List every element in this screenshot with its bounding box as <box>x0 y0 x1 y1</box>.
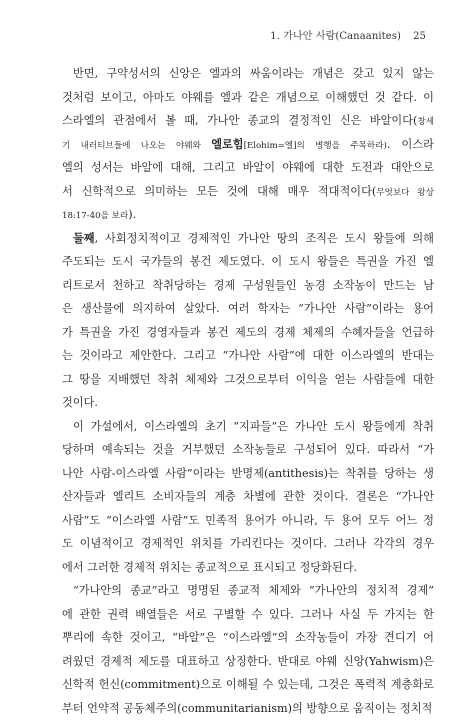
text-line <box>62 438 434 462</box>
citation-note: 창세 <box>417 117 434 127</box>
text-run: 에서 그러한 경제적 위치는 종교적으로 표시되고 정당화된다. <box>62 561 357 574</box>
text-run: 나안 사람-이스라엘 사람”이라는 반명제(antithesis)는 착취를 당하는 생 <box>62 467 434 480</box>
text-line <box>62 650 434 674</box>
text-run: 반면, 구약성서의 신앙은 엘과의 싸움이라는 개념은 갖고 있지 않는 <box>73 67 434 80</box>
emphasis-text: 둘째 <box>73 231 95 245</box>
text-line <box>62 462 434 486</box>
text-run: 스라엘의 관점에서 볼 때, 가나안 종교의 결정적인 신은 바알이다( <box>62 114 417 127</box>
text-line <box>62 297 434 321</box>
body-text <box>62 62 434 720</box>
text-run: 그 땅을 지배했던 착취 체제와 그것으로부터 이익을 얻는 사람들에 대한 <box>62 373 434 386</box>
text-line <box>62 391 434 415</box>
text-line <box>62 556 434 580</box>
text-line <box>62 274 434 298</box>
text-run: 산자들과 엘리트 소비자들의 계층 차별에 관한 것이다. 결론은 “가나안 <box>62 490 434 503</box>
text-run: 부터 언약적 공동체주의(communitarianism)의 방향으로 움직이는 정치적 <box>62 702 432 715</box>
text-run: . 이스라 <box>387 138 434 151</box>
text-line <box>62 156 434 180</box>
text-line <box>62 579 434 603</box>
text-line <box>62 62 434 86</box>
text-line <box>62 109 434 133</box>
text-run: 리트로서 천하고 착취당하는 경제 구성원들인 농경 소작농이 만드는 남 <box>62 279 434 292</box>
emphasis-text: 엘로힘 <box>211 137 243 151</box>
text-line <box>62 321 434 345</box>
text-run: 신학적 헌신(commitment)으로 이해될 수 있는데, 그것은 폭력적 계층화로 <box>62 678 434 691</box>
text-line <box>62 133 434 157</box>
text-line <box>62 509 434 533</box>
text-run: 이 가설에서, 이스라엘의 초기 “지파들”은 가나안 도시 왕들에게 착취 <box>73 420 434 433</box>
text-run: 것처럼 보이고, 아마도 야웨를 엘과 같은 개념으로 이해했던 것 같다. 이 <box>62 91 434 104</box>
text-run: , 사회정치적이고 경제적인 가나안 땅의 조직은 도시 왕들에 의해 <box>95 232 434 245</box>
text-run: 뿌리에 속한 것이고, “바알”은 “이스라엘”의 소작농들이 가장 견디기 어 <box>62 631 434 644</box>
text-run: 는 것이라고 제안한다. 그리고 “가나안 사람”에 대한 이스라엘의 반대는 <box>62 349 434 362</box>
text-line <box>62 485 434 509</box>
text-run: ). <box>128 208 136 221</box>
text-run: 에 관한 권력 배열들은 서로 구별할 수 있다. 그러나 사실 두 가지는 한 <box>62 608 434 621</box>
citation-note: 기 내러티브들에 나오는 야웨와 <box>62 141 211 151</box>
text-line <box>62 673 434 697</box>
text-run: 도 이념적이고 경제적인 위치를 가리킨다는 것이다. 그러나 각각의 경우 <box>62 537 434 550</box>
text-run: “가나안의 종교”라고 명명된 종교적 체제와 “가나안의 정치적 경제” <box>73 584 434 597</box>
text-line <box>62 697 434 720</box>
text-line <box>62 203 434 227</box>
text-line <box>62 415 434 439</box>
citation-note: 18:17-40을 보라 <box>62 211 128 221</box>
citation-note: 무엇보다 왕상 <box>376 188 434 198</box>
text-line <box>62 86 434 110</box>
text-run: 가 특권을 가진 경영자들과 봉건 제도의 경제 체제의 수혜자들을 언급하 <box>62 326 434 339</box>
text-run: 서 신학적으로 의미하는 모든 것에 대해 매우 적대적이다( <box>62 185 376 198</box>
chapter-title: 1. 가나안 사람(Canaanites) <box>270 31 401 42</box>
text-line <box>62 603 434 627</box>
running-head <box>270 27 426 42</box>
text-line <box>62 626 434 650</box>
text-line <box>62 532 434 556</box>
text-run: 당하며 예속되는 것을 거부했던 소작농들로 구성되어 있다. 따라서 “가 <box>62 443 434 456</box>
text-line <box>62 227 434 251</box>
text-run: 은 생산물에 의지하여 살았다. 여러 학자는 “가나안 사람”이라는 용어 <box>62 302 434 315</box>
text-run: 것이다. <box>62 396 98 409</box>
text-line <box>62 180 434 204</box>
text-run: 사람”도 “이스라엘 사람”도 민족적 용어가 아니라, 두 용어 모두 어느 정 <box>62 514 434 527</box>
text-line <box>62 250 434 274</box>
page-number: 25 <box>413 31 426 42</box>
text-line <box>62 344 434 368</box>
text-run: 주도되는 도시 국가들의 봉건 제도였다. 이 도시 왕들은 특권을 가진 엘 <box>62 255 434 268</box>
citation-note: [Elohim=엘]의 병행을 주목하라) <box>244 141 387 151</box>
text-line <box>62 368 434 392</box>
text-run: 려웠던 경제적 제도를 대표하고 상징한다. 반대로 야웨 신앙(Yahwism)은 <box>62 655 434 668</box>
text-run: 엘의 성서는 바알에 대해, 그리고 바알이 야웨에 대한 도전과 대안으로 <box>62 161 434 174</box>
